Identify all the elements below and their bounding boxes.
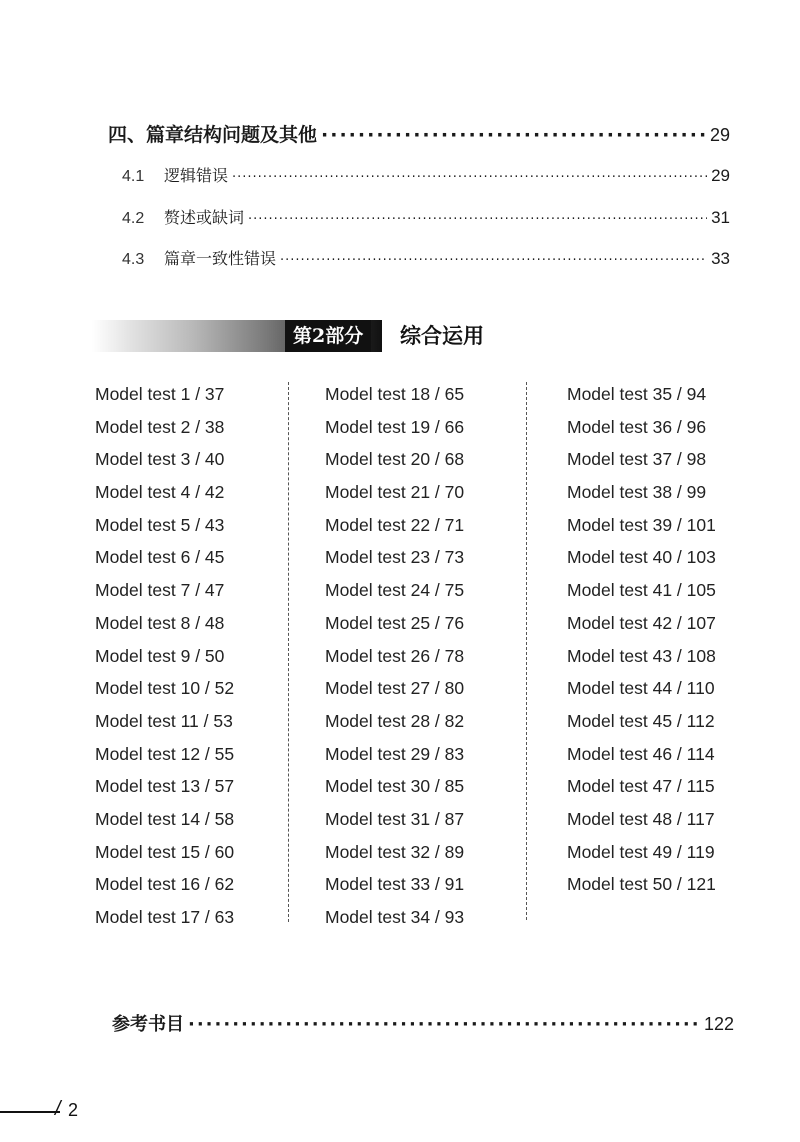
model-test-entry[interactable]: Model test 37 / 98 xyxy=(567,449,707,470)
dot-leader xyxy=(248,212,707,227)
column-divider xyxy=(288,382,289,922)
subsection-title: 赘述或缺词 xyxy=(164,208,245,227)
footer-rule xyxy=(0,1111,60,1113)
dot-leader xyxy=(280,253,707,268)
dot-leader xyxy=(188,1014,700,1035)
model-test-entry[interactable]: Model test 42 / 107 xyxy=(567,612,716,633)
model-test-entry[interactable]: Model test 12 / 55 xyxy=(95,743,235,764)
model-test-entry[interactable]: Model test 18 / 65 xyxy=(325,384,465,404)
model-test-column-3 xyxy=(567,378,716,901)
model-test-entry[interactable]: Model test 8 / 48 xyxy=(95,612,225,633)
model-test-entry[interactable]: Model test 25 / 76 xyxy=(325,612,465,633)
model-test-entry[interactable]: Model test 16 / 62 xyxy=(95,874,235,895)
toc-entry-references[interactable] xyxy=(112,1010,734,1036)
model-test-entry[interactable]: Model test 6 / 45 xyxy=(95,547,225,568)
model-test-entry[interactable]: Model test 19 / 66 xyxy=(325,416,465,437)
model-test-entry[interactable]: Model test 23 / 73 xyxy=(325,547,465,568)
toc-entry-4-2[interactable] xyxy=(122,205,730,228)
model-test-entry[interactable]: Model test 5 / 43 xyxy=(95,514,225,535)
subsection-title: 篇章一致性错误 xyxy=(164,249,277,268)
dot-leader xyxy=(232,170,707,185)
model-test-entry[interactable]: Model test 27 / 80 xyxy=(325,678,465,699)
toc-entry-4-1[interactable] xyxy=(122,163,730,186)
section-title: 四、篇章结构问题及其他 xyxy=(108,124,318,146)
page-number: 122 xyxy=(703,1014,734,1034)
model-test-entry[interactable]: Model test 44 / 110 xyxy=(567,678,715,699)
model-test-entry[interactable]: Model test 17 / 63 xyxy=(95,907,235,927)
model-test-entry[interactable]: Model test 1 / 37 xyxy=(95,384,225,404)
model-test-entry[interactable]: Model test 9 / 50 xyxy=(95,645,225,666)
part-title: 综合运用 xyxy=(400,323,484,348)
model-test-entry[interactable]: Model test 2 / 38 xyxy=(95,416,225,437)
model-test-entry[interactable]: Model test 11 / 53 xyxy=(95,710,233,731)
model-test-entry[interactable]: Model test 35 / 94 xyxy=(567,384,707,404)
model-test-entry[interactable]: Model test 32 / 89 xyxy=(325,841,465,862)
model-test-column-2 xyxy=(325,378,464,934)
model-test-entry[interactable]: Model test 10 / 52 xyxy=(95,678,235,699)
model-test-entry[interactable]: Model test 40 / 103 xyxy=(567,547,716,568)
subsection-number: 4.2 xyxy=(122,210,145,227)
model-test-entry[interactable]: Model test 7 / 47 xyxy=(95,580,225,601)
model-test-entry[interactable]: Model test 41 / 105 xyxy=(567,580,716,601)
model-test-entry[interactable]: Model test 50 / 121 xyxy=(567,874,716,895)
model-test-entry[interactable]: Model test 45 / 112 xyxy=(567,710,715,731)
model-test-entry[interactable]: Model test 48 / 117 xyxy=(567,808,715,829)
model-test-entry[interactable]: Model test 3 / 40 xyxy=(95,449,225,470)
footer-slash: / xyxy=(55,1098,61,1120)
model-test-entry[interactable]: Model test 24 / 75 xyxy=(325,580,465,601)
model-test-entry[interactable]: Model test 4 / 42 xyxy=(95,482,225,503)
column-divider xyxy=(526,382,527,920)
part-label: 第2部分 xyxy=(285,320,371,352)
subsection-number: 4.3 xyxy=(122,251,145,268)
model-test-entry[interactable]: Model test 30 / 85 xyxy=(325,776,465,797)
page-number: 31 xyxy=(711,208,730,227)
subsection-number: 4.1 xyxy=(122,168,145,185)
model-test-entry[interactable]: Model test 49 / 119 xyxy=(567,841,715,862)
model-test-entry[interactable]: Model test 47 / 115 xyxy=(567,776,715,797)
page-number: 29 xyxy=(711,166,730,185)
model-test-entry[interactable]: Model test 33 / 91 xyxy=(325,874,465,895)
model-test-entry[interactable]: Model test 28 / 82 xyxy=(325,710,465,731)
model-test-entry[interactable]: Model test 36 / 96 xyxy=(567,416,707,437)
model-test-entry[interactable]: Model test 26 / 78 xyxy=(325,645,465,666)
model-test-entry[interactable]: Model test 38 / 99 xyxy=(567,482,707,503)
model-test-entry[interactable]: Model test 13 / 57 xyxy=(95,776,235,797)
page-number: 33 xyxy=(711,249,730,268)
model-test-entry[interactable]: Model test 31 / 87 xyxy=(325,808,465,829)
model-test-entry[interactable]: Model test 46 / 114 xyxy=(567,743,715,764)
model-test-entry[interactable]: Model test 14 / 58 xyxy=(95,808,235,829)
model-test-entry[interactable]: Model test 20 / 68 xyxy=(325,449,465,470)
toc-entry-section-4[interactable] xyxy=(108,120,730,147)
model-test-entry[interactable]: Model test 21 / 70 xyxy=(325,482,465,503)
model-test-entry[interactable]: Model test 22 / 71 xyxy=(325,514,465,535)
subsection-title: 逻辑错误 xyxy=(164,166,229,185)
footer-page-number: 2 xyxy=(68,1100,79,1120)
model-test-column-1 xyxy=(95,378,234,934)
model-test-entry[interactable]: Model test 34 / 93 xyxy=(325,907,465,927)
page-number: 29 xyxy=(709,125,730,145)
model-test-entry[interactable]: Model test 29 / 83 xyxy=(325,743,465,764)
model-test-entry[interactable]: Model test 39 / 101 xyxy=(567,514,716,535)
toc-entry-4-3[interactable] xyxy=(122,246,730,269)
model-test-entry[interactable]: Model test 15 / 60 xyxy=(95,841,235,862)
dot-leader xyxy=(321,124,706,146)
model-test-entry[interactable]: Model test 43 / 108 xyxy=(567,645,716,666)
references-title: 参考书目 xyxy=(112,1014,184,1035)
